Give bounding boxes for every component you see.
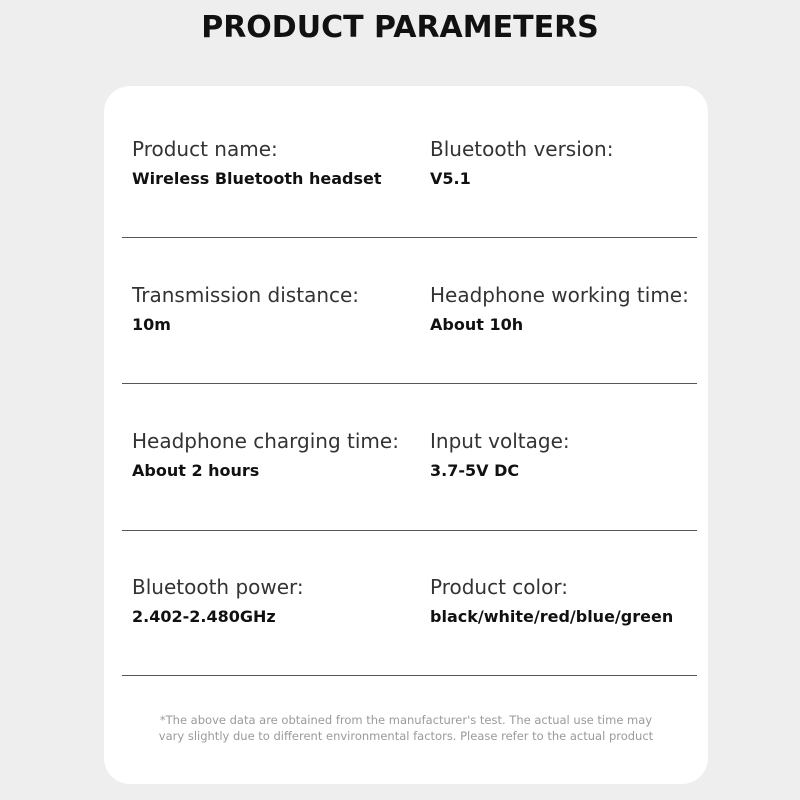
param-cell-charging-time [132,428,399,482]
param-cell-bluetooth-power [132,574,304,628]
param-label: Product color: [430,575,568,599]
parameters-card [104,86,708,784]
footnote-line: *The above data are obtained from the manufacturer's test. The actual use time may [159,713,653,727]
param-label: Headphone charging time: [132,429,399,453]
param-cell-working-time [430,282,689,336]
param-cell-input-voltage [430,428,570,482]
page-title: PRODUCT PARAMETERS [201,10,599,45]
row-divider [122,530,697,531]
param-cell-product-color [430,574,673,628]
param-cell-product-name [132,136,382,190]
row-divider [122,675,697,676]
param-value: About 10h [430,315,524,334]
param-label: Transmission distance: [132,283,360,307]
param-label: Headphone working time: [430,283,689,307]
param-value: 2.402-2.480GHz [132,607,276,626]
param-value: Wireless Bluetooth headset [132,169,382,188]
param-value: V5.1 [430,169,471,188]
param-value: About 2 hours [132,461,260,480]
param-cell-transmission-distance [132,282,359,336]
param-label: Bluetooth power: [132,575,304,599]
row-divider [122,383,697,384]
param-cell-bluetooth-version [430,136,613,190]
row-divider [122,237,697,238]
disclaimer-footnote [104,712,708,744]
footnote-line: vary slightly due to different environmental factors. Please refer to the actual product [158,729,654,743]
param-label: Bluetooth version: [430,137,614,161]
param-value: 3.7-5V DC [430,461,520,480]
param-value: 10m [132,315,171,334]
param-label: Input voltage: [430,429,570,453]
param-label: Product name: [132,137,278,161]
param-value: black/white/red/blue/green [430,607,674,626]
